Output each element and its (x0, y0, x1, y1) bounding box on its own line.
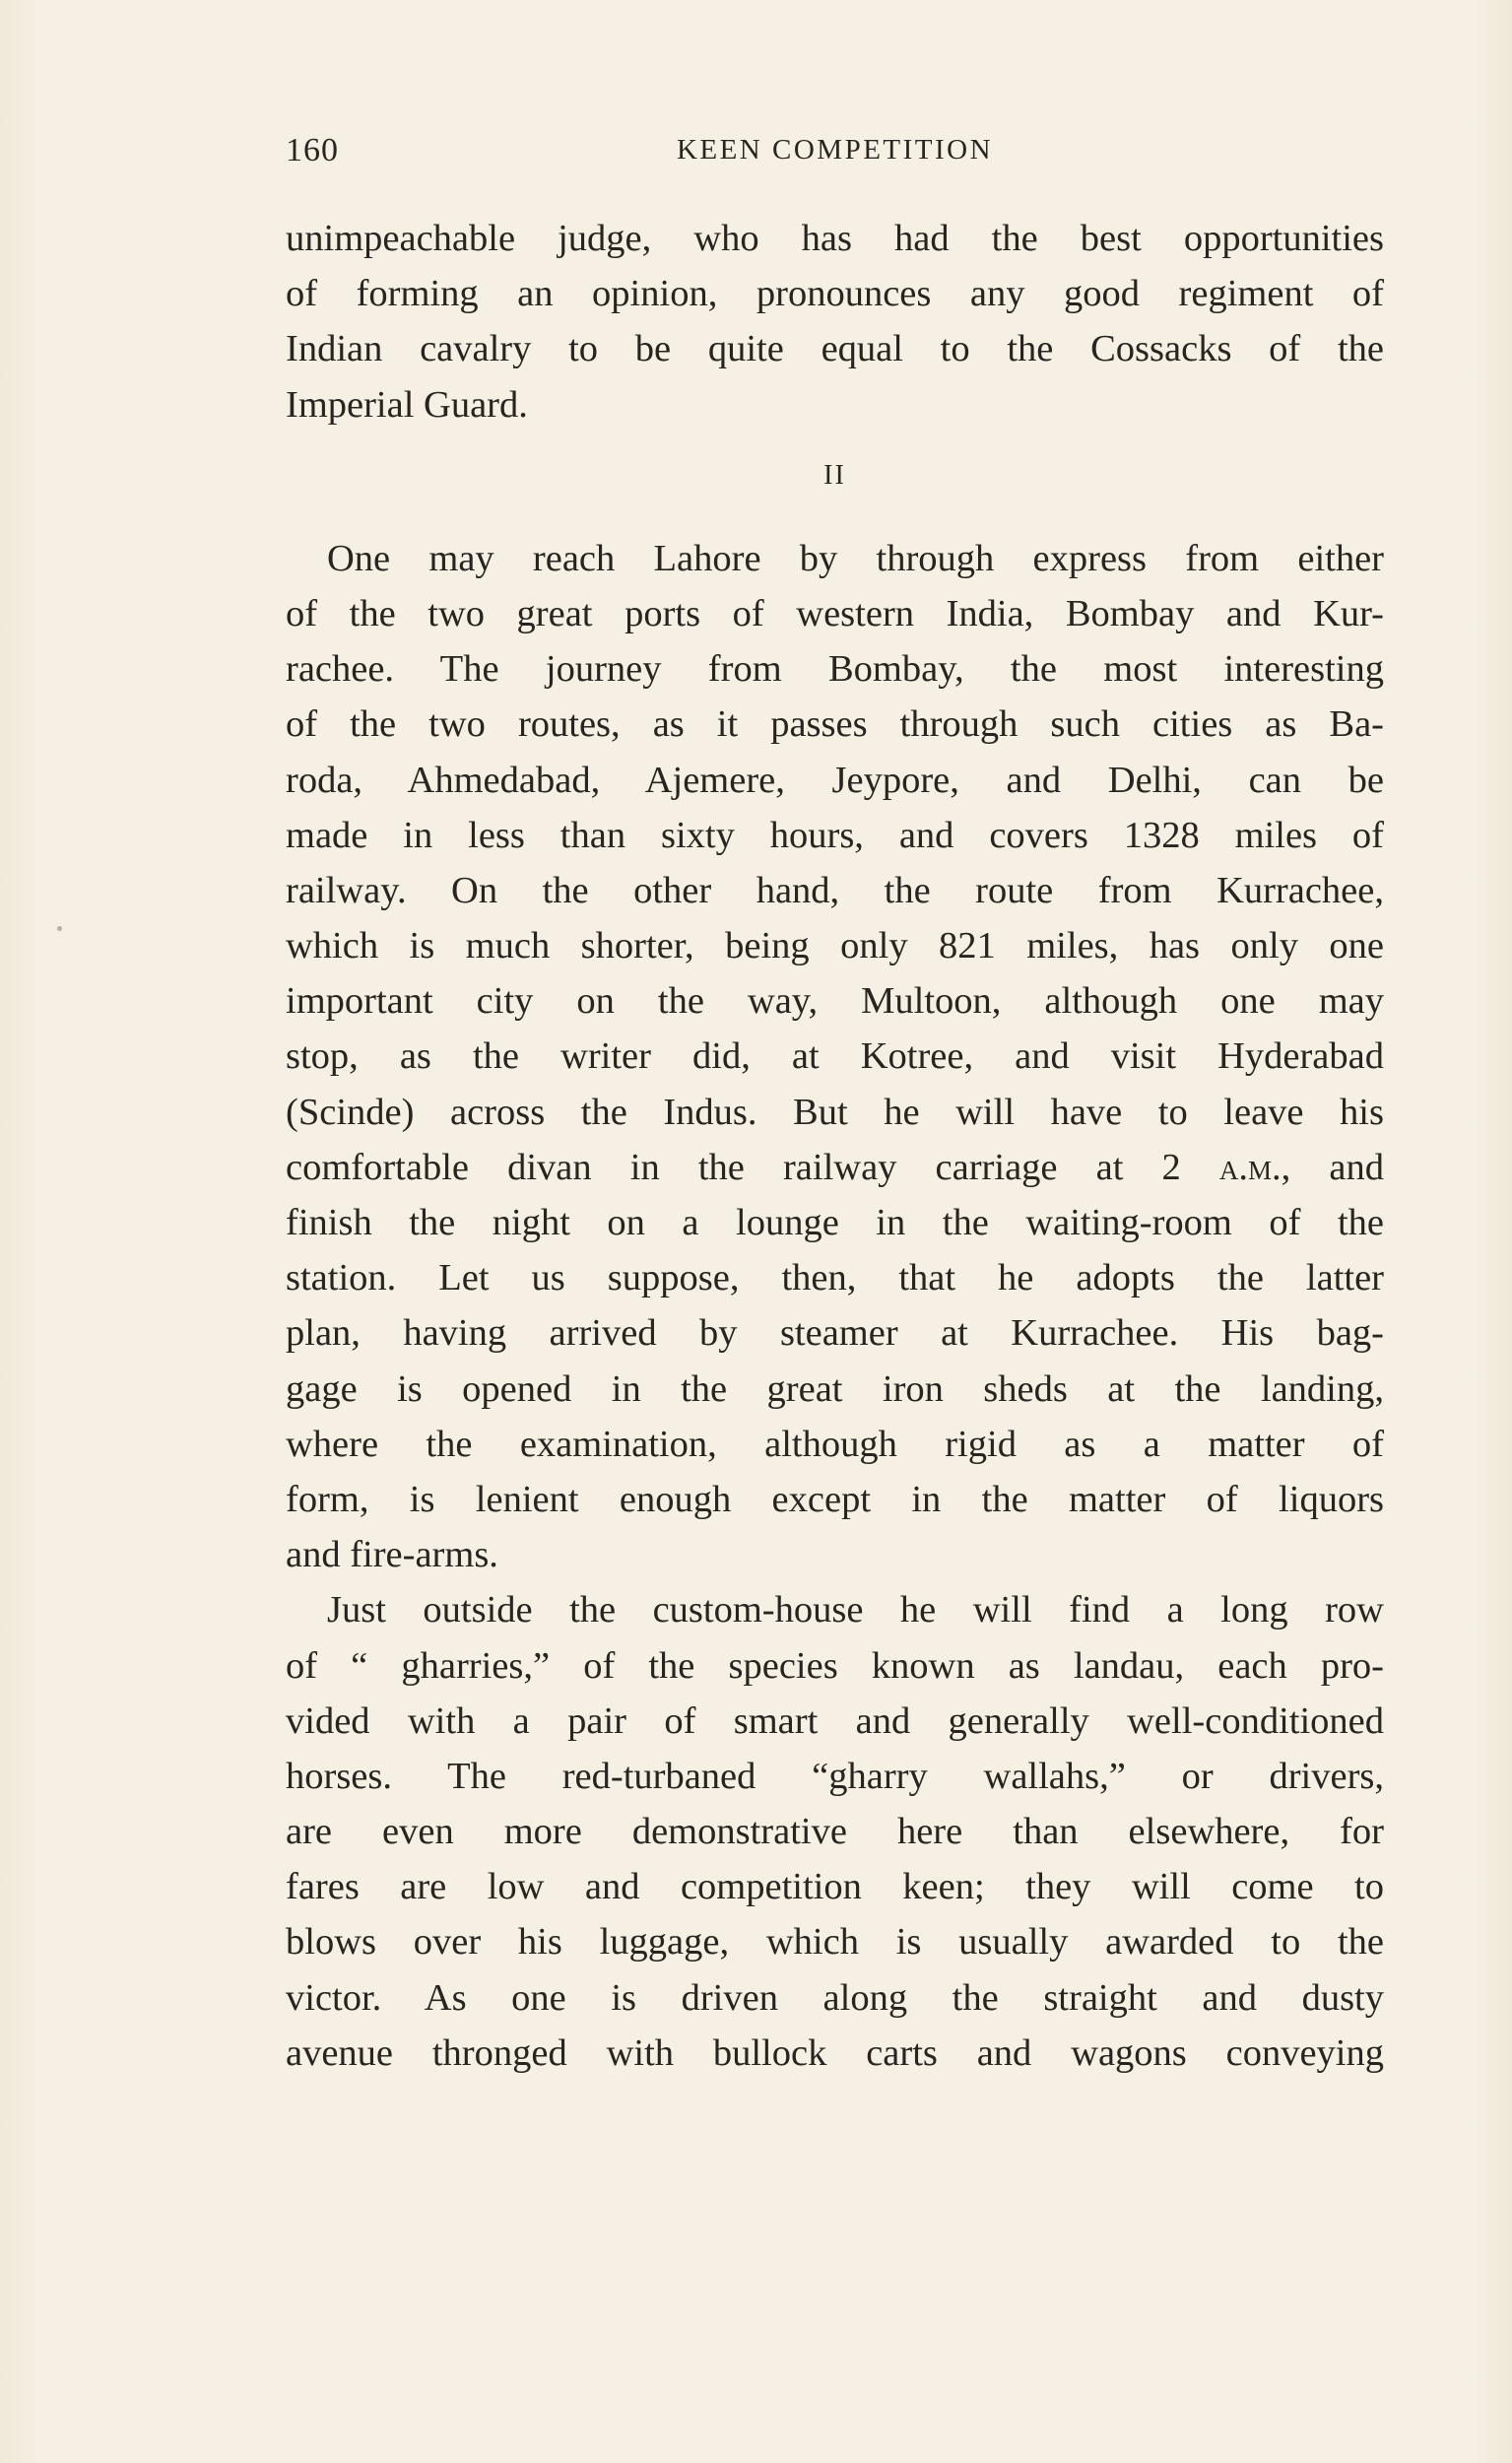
text-line: victor. As one is driven along the straight and dusty (286, 1976, 1384, 2019)
running-head (286, 132, 1384, 175)
text-line: Indian cavalry to be quite equal to the Cossacks of the (286, 328, 1384, 370)
text-line: are even more demonstrative here than elsewhere, for (286, 1811, 1384, 1853)
text-line: railway. On the other hand, the route from Kurrachee, (286, 869, 1384, 911)
text-line: roda, Ahmedabad, Ajemere, Jeypore, and Delhi, can be (286, 759, 1384, 801)
text-line: blows over his luggage, which is usually awarded to the (286, 1921, 1384, 1964)
paragraph-2 (286, 531, 1384, 1583)
text-line: form, is lenient enough except in the matter of liquors (286, 1478, 1384, 1520)
text-line: gage is opened in the great iron sheds at the landing, (286, 1367, 1384, 1410)
page-number: 160 (286, 132, 339, 168)
text-line: horses. The red-turbaned “gharry wallahs,” or drivers, (286, 1755, 1384, 1797)
running-title: KEEN COMPETITION (676, 134, 994, 166)
text-line: One may reach Lahore by through express from either (327, 537, 1384, 579)
text-line: important city on the way, Multoon, although one may (286, 980, 1384, 1023)
text-line: of the two routes, as it passes through such cities as Ba- (286, 703, 1384, 746)
text-line: finish the night on a lounge in the waiting-room of the (286, 1202, 1384, 1243)
text-line: Just outside the custom-house he will find a long row (327, 1589, 1384, 1631)
text-line: of the two great ports of western India, Bombay and Kur- (286, 592, 1384, 634)
text-line: station. Let us suppose, then, that he adopts the latter (286, 1257, 1384, 1299)
text-line: plan, having arrived by steamer at Kurrachee. His bag- (286, 1312, 1384, 1355)
paper-speck (57, 926, 62, 931)
text-line: vided with a pair of smart and generally well-conditioned (286, 1699, 1384, 1742)
text-line: and fire-arms. (286, 1534, 498, 1576)
text-line: stop, as the writer did, at Kotree, and visit Hyderabad (286, 1035, 1384, 1078)
text-line: made in less than sixty hours, and covers 1328 miles of (286, 814, 1384, 856)
text-line: Imperial Guard. (286, 383, 528, 426)
text-line: of forming an opinion, pronounces any good regiment of (286, 273, 1384, 315)
text-line: which is much shorter, being only 821 miles, has only one (286, 925, 1384, 967)
paragraph-1 (286, 211, 1384, 433)
text-line: comfortable divan in the railway carriage at 2 a.m., and (286, 1146, 1384, 1188)
paragraph-3 (286, 1582, 1384, 2081)
section-numeral: II (823, 459, 846, 491)
text-line: unimpeachable judge, who has had the best opportunities (286, 218, 1384, 259)
text-line: fares are low and competition keen; they will come to (286, 1866, 1384, 1908)
text-line: rachee. The journey from Bombay, the most interesting (286, 648, 1384, 691)
text-line: of “ gharries,” of the species known as landau, each pro- (286, 1644, 1384, 1687)
text-line: avenue thronged with bullock carts and wagons conveying (286, 2031, 1384, 2074)
text-line: where the examination, although rigid as a matter of (286, 1423, 1384, 1465)
text-line: (Scinde) across the Indus. But he will have to leave his (286, 1091, 1384, 1133)
body-text (286, 211, 1384, 2081)
